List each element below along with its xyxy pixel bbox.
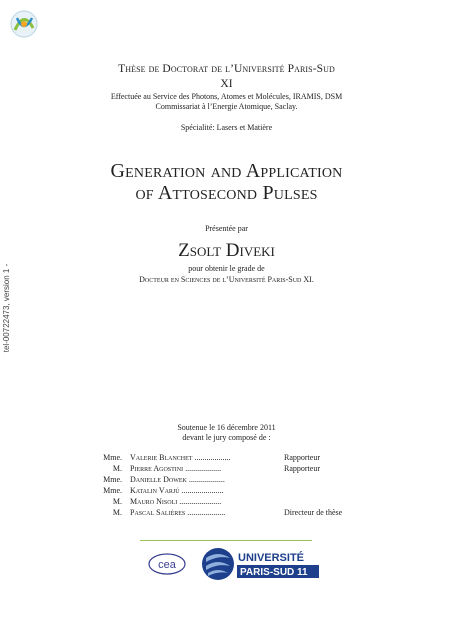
jury-title: Mme. bbox=[103, 486, 122, 495]
affiliation-line2: Commissariat à l’Energie Atomique, Saclay. bbox=[155, 102, 298, 111]
jury-name: Pascal Salières ................... bbox=[130, 508, 226, 517]
universite-paris-sud-logo bbox=[200, 546, 322, 582]
jury-name: Valerie Blanchet .................. bbox=[130, 453, 231, 462]
title-line2: of Attosecond Pulses bbox=[135, 182, 318, 204]
presented-by: Présentée par bbox=[205, 224, 248, 233]
jury-name: Danielle Dowek .................. bbox=[130, 475, 225, 484]
divider bbox=[140, 540, 312, 541]
jury-title: Mme. bbox=[103, 475, 122, 484]
defense-date: Soutenue le 16 décembre 2011 bbox=[177, 423, 276, 432]
thesis-heading-line1: Thèse de Doctorat de l’Université Paris-Sud bbox=[118, 63, 335, 75]
jury-title: M. bbox=[112, 508, 122, 517]
jury-name: Mauro Nisoli ..................... bbox=[130, 497, 222, 506]
jury-name: Pierre Agostini .................. bbox=[130, 464, 222, 473]
grade-line1: pour obtenir le grade de bbox=[188, 264, 265, 273]
hal-archive-logo bbox=[6, 4, 42, 42]
title-line1: Generation and Application bbox=[110, 160, 343, 182]
jury-title: M. bbox=[112, 464, 122, 473]
jury-name: Katalin Varjú ..................... bbox=[130, 486, 224, 495]
jury-title: Mme. bbox=[103, 453, 122, 462]
jury-role: Directeur de thèse bbox=[284, 508, 343, 517]
speciality: Spécialité: Lasers et Matière bbox=[180, 123, 273, 132]
jury-title: M. bbox=[112, 497, 122, 506]
jury-intro: devant le jury composé de : bbox=[182, 433, 271, 442]
grade-line2: Docteur en Sciences de l’Université Paris-Sud XI. bbox=[139, 275, 314, 284]
thesis-heading-line2: XI bbox=[220, 78, 233, 90]
jury-role: Rapporteur bbox=[284, 464, 320, 473]
archive-identifier: tel-00722473, version 1 - bbox=[2, 263, 11, 353]
svg-text:UNIVERSITÉ: UNIVERSITÉ bbox=[238, 552, 305, 564]
svg-text:cea: cea bbox=[158, 559, 176, 571]
affiliation-line1: Effectuée au Service des Photons, Atomes et Molécules, IRAMIS, DSM bbox=[110, 92, 343, 101]
svg-text:PARIS-SUD 11: PARIS-SUD 11 bbox=[240, 567, 308, 578]
author-name: Zsolt Diveki bbox=[178, 240, 275, 261]
cea-logo bbox=[147, 552, 187, 576]
jury-role: Rapporteur bbox=[284, 453, 320, 462]
